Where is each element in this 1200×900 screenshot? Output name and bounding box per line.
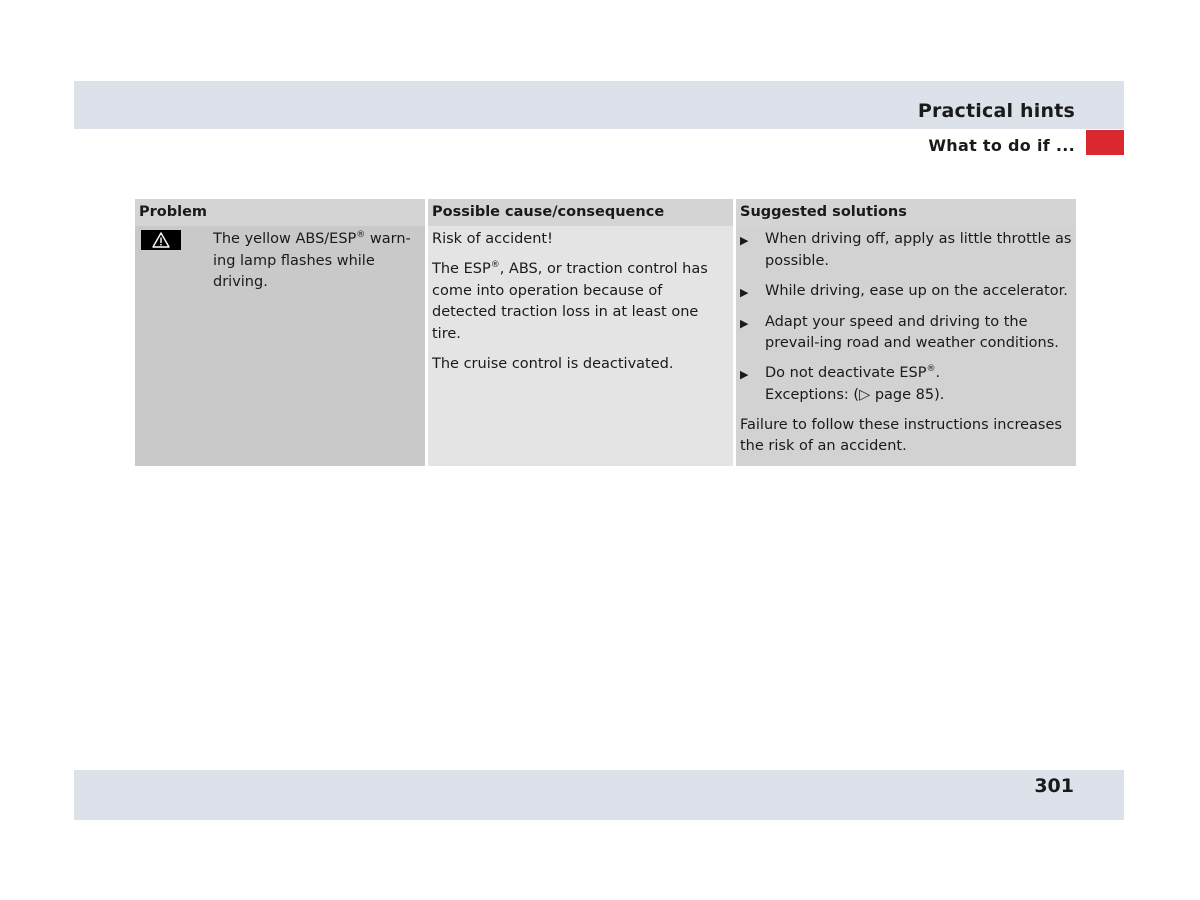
bullet-arrow-icon: ▶ — [740, 316, 749, 330]
page-number: 301 — [1034, 775, 1074, 797]
list-item: ▶ When driving off, apply as little throttle as possible. — [740, 229, 1072, 272]
troubleshooting-table — [135, 199, 1076, 466]
page-reference-arrow-icon: ▷ — [859, 386, 871, 403]
bullet-arrow-icon: ▶ — [740, 368, 749, 381]
section-title: Practical hints — [917, 100, 1075, 122]
cause-cell — [427, 226, 735, 466]
table-row — [135, 226, 1076, 466]
bullet-arrow-icon: ▶ — [740, 285, 749, 299]
subsection-title: What to do if ... — [928, 136, 1075, 155]
solution-cell — [735, 226, 1077, 466]
cause-detail: The ESP®, ABS, or traction control has come into operation because of detected traction loss in at least one tire. — [432, 260, 708, 342]
footer-band — [74, 770, 1124, 820]
warning-note: Failure to follow these instructions increases the risk of an accident. — [740, 416, 1062, 454]
chapter-tab-marker — [1086, 130, 1124, 155]
cause-cruise-control: The cruise control is deactivated. — [432, 355, 674, 372]
cause-risk: Risk of accident! — [432, 231, 553, 247]
header-problem: Problem — [135, 199, 427, 226]
header-cause: Possible cause/consequence — [427, 199, 735, 226]
list-item: ▶ While driving, ease up on the accelerator. — [740, 281, 1072, 304]
list-item: ▶ Do not deactivate ESP®. Exceptions: (▷ page 85). — [740, 363, 1072, 406]
problem-cell — [135, 226, 427, 466]
header-solution: Suggested solutions — [735, 199, 1077, 226]
problem-description: The yellow ABS/ESP® warn-ing lamp flashes while driving. — [213, 230, 411, 290]
bullet-arrow-icon: ▶ — [740, 234, 749, 247]
warning-triangle-icon — [141, 230, 181, 250]
list-item: ▶ Adapt your speed and driving to the prevail-ing road and weather conditions. — [740, 312, 1072, 355]
table-header-row — [135, 199, 1076, 226]
page-reference-link[interactable]: page 85). — [870, 386, 945, 403]
